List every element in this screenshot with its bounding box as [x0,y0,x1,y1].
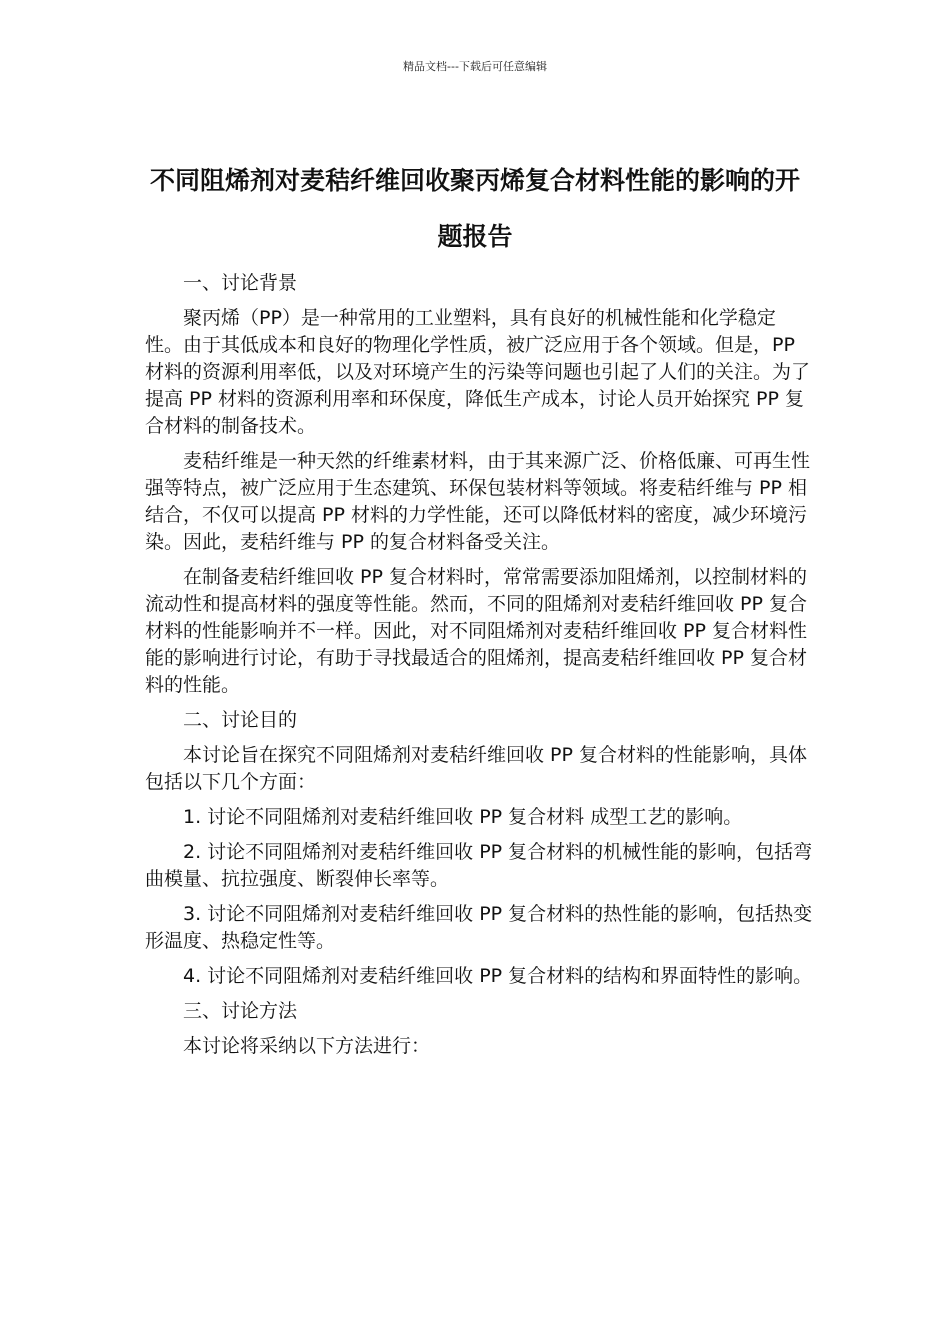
list-item: 1. 讨论不同阻烯剂对麦秸纤维回收 PP 复合材料 成型工艺的影响。 [183,806,743,828]
section-heading: 二、讨论目的 [183,709,298,731]
list-item: 2. 讨论不同阻烯剂对麦秸纤维回收 PP 复合材料的机械性能的影响，包括弯曲模量、抗拉强度、断裂伸长率等。 [145,841,813,890]
section-heading: 一、讨论背景 [183,272,298,294]
paragraph: 本讨论旨在探究不同阻烯剂对麦秸纤维回收 PP 复合材料的性能影响，具体包括以下几个方面： [145,744,807,793]
paragraph: 聚丙烯（PP）是一种常用的工业塑料，具有良好的机械性能和化学稳定性。由于其低成本和良好的物理化学性质，被广泛应用于各个领域。但是，PP 材料的资源利用率低，以及对环境产生的污染等问题也引起了人们的关注。为了提高 PP 材料的资源利用率和环保度，降低生产成本，讨论人员开始探究 PP 复合材料的制备技术。 [145,307,811,437]
list-item: 3. 讨论不同阻烯剂对麦秸纤维回收 PP 复合材料的热性能的影响，包括热变形温度、热稳定性等。 [145,903,813,952]
list-item: 4. 讨论不同阻烯剂对麦秸纤维回收 PP 复合材料的结构和界面特性的影响。 [183,965,813,987]
document-title: 不同阻烯剂对麦秸纤维回收聚丙烯复合材料性能的影响的开题报告 [149,165,800,251]
paragraph: 在制备麦秸纤维回收 PP 复合材料时，常常需要添加阻烯剂，以控制材料的流动性和提高材料的强度等性能。然而，不同的阻烯剂对麦秸纤维回收 PP 复合材料的性能影响并不一样。因此，对不同阻烯剂对麦秸纤维回收 PP 复合材料性能的影响进行讨论，有助于寻找最适合的阻烯剂，提高麦秸纤维回收 PP 复合材料的性能。 [145,566,807,696]
header-note: 精品文档---下载后可任意编辑 [403,60,547,73]
paragraph: 麦秸纤维是一种天然的纤维素材料，由于其来源广泛、价格低廉、可再生性强等特点，被广泛应用于生态建筑、环保包装材料等领域。将麦秸纤维与 PP 相结合，不仅可以提高 PP 材料的力学性能，还可以降低材料的密度，减少环境污染。因此，麦秸纤维与 PP 的复合材料备受关注。 [145,450,811,553]
document-body [145,270,813,1068]
section-heading: 三、讨论方法 [183,1000,298,1022]
paragraph: 本讨论将采纳以下方法进行： [183,1035,431,1057]
